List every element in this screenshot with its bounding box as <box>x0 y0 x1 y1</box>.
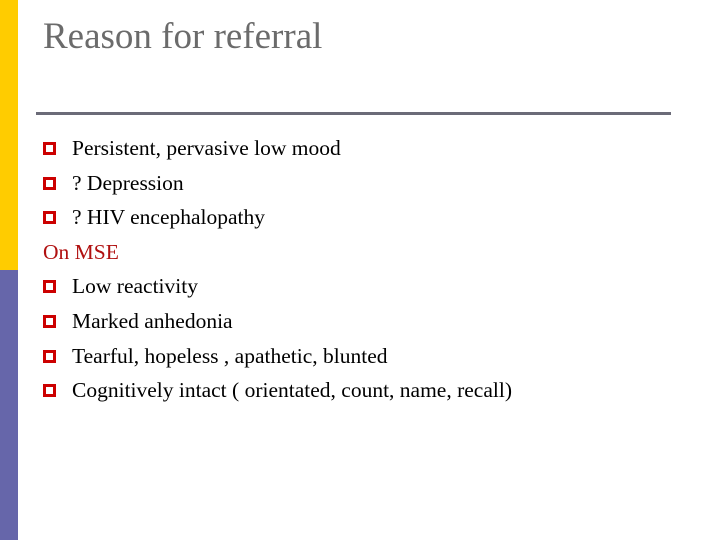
square-bullet-icon <box>43 280 56 293</box>
list-item <box>43 373 703 408</box>
list-item-text: Low reactivity <box>72 274 198 299</box>
list-item-text: Persistent, pervasive low mood <box>72 136 341 160</box>
list-item-text: Marked anhedonia <box>72 308 233 333</box>
list-item-text: ? HIV encephalopathy <box>72 205 266 230</box>
square-bullet-icon <box>43 177 56 190</box>
slide-title: Reason for referral <box>43 16 323 57</box>
square-bullet-icon <box>43 315 56 328</box>
subheading-text: On MSE <box>43 239 119 264</box>
square-bullet-icon <box>43 211 56 224</box>
list-item <box>43 131 703 166</box>
list-item-text: Cognitively intact ( orientated, count, name, recall) <box>72 378 512 403</box>
accent-bar-purple <box>0 270 18 540</box>
list-item <box>43 304 703 339</box>
square-bullet-icon <box>43 142 56 155</box>
list-item-text: ? Depression <box>72 170 184 195</box>
list-item <box>43 166 703 201</box>
title-divider <box>36 112 671 115</box>
list-item <box>43 269 703 304</box>
accent-bar-yellow <box>0 0 18 270</box>
list-item <box>43 339 703 374</box>
section-subheading <box>43 235 703 270</box>
square-bullet-icon <box>43 350 56 363</box>
square-bullet-icon <box>43 384 56 397</box>
bullet-list <box>43 131 703 408</box>
list-item <box>43 200 703 235</box>
list-item-text: Tearful, hopeless , apathetic, blunted <box>72 343 388 368</box>
